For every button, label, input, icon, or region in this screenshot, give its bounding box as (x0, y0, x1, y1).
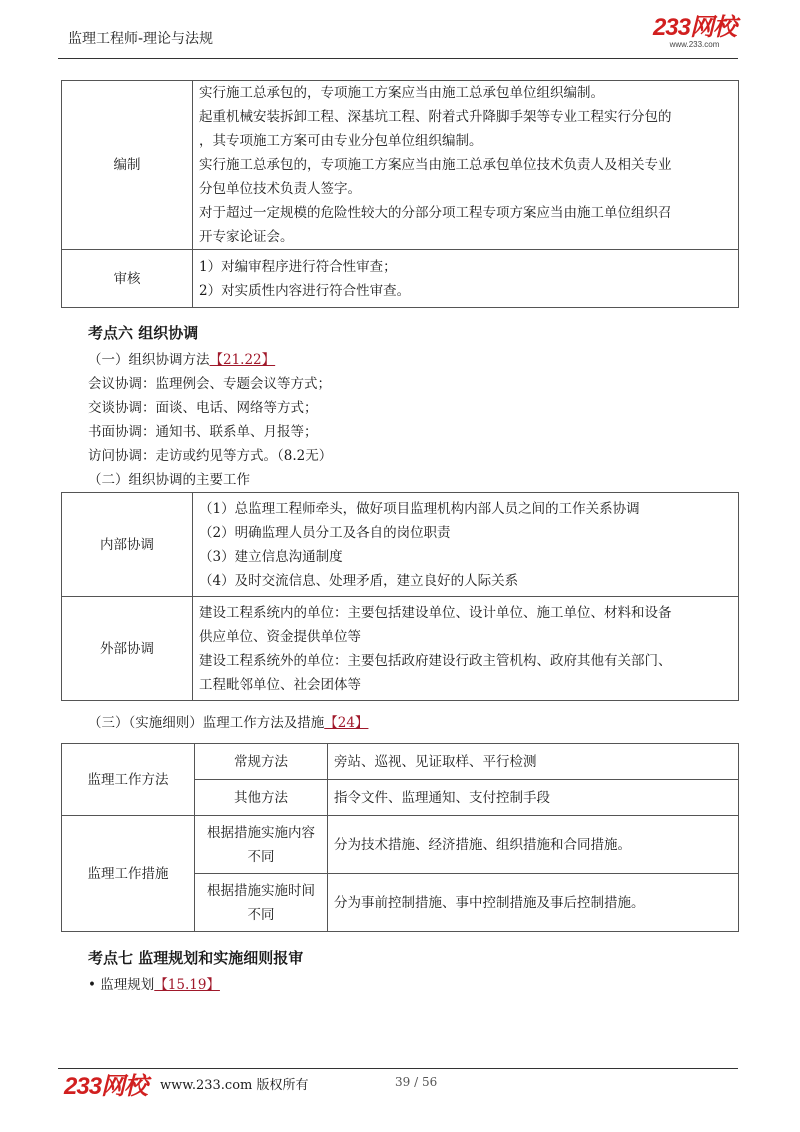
bullet-text: • 监理规划 (88, 977, 155, 993)
content-line: 2）对实质性内容进行符合性审查。 (199, 282, 411, 299)
sub-label: 常规方法 (195, 744, 328, 780)
header-divider (58, 58, 738, 59)
row-content (193, 250, 739, 308)
table-row (62, 250, 739, 308)
exam-year-tag[interactable]: 【21.22】 (209, 352, 276, 368)
content-line: 开专家论证会。 (199, 229, 294, 245)
brand-logo[interactable] (653, 16, 736, 49)
row-content: 旁站、巡视、见证取样、平行检测 (328, 744, 739, 780)
content-line: （1）总监理工程师牵头，做好项目监理机构内部人员之间的工作关系协调 (199, 500, 640, 517)
method-line: 会议协调：监理例会、专题会议等方式； (88, 376, 331, 392)
table-row (62, 81, 739, 250)
footer-divider (58, 1068, 738, 1069)
methods-measures-table (61, 743, 739, 932)
row-content (193, 597, 739, 701)
subheading-methods-measures (88, 711, 368, 731)
exam-year-tag[interactable]: 【24】 (324, 715, 369, 731)
group-label: 监理工作方法 (62, 744, 195, 816)
sub-label (195, 874, 328, 932)
row-label: 编制 (62, 81, 193, 250)
content-line: 建设工程系统外的单位：主要包括政府建设行政主管机构、政府其他有关部门、 (199, 652, 672, 669)
compile-review-table (61, 80, 739, 308)
table-row (62, 493, 739, 597)
content-line: 供应单位、资金提供单位等 (199, 628, 361, 645)
bullet-planning (88, 973, 220, 993)
footer-copyright: www.233.com 版权所有 (160, 1078, 309, 1093)
logo-url: www.233.com (669, 40, 720, 49)
group-label: 监理工作措施 (62, 816, 195, 932)
content-line: 实行施工总承包的，专项施工方案应当由施工总承包单位组织编制。 (199, 85, 604, 101)
subheading-coordination-methods (88, 348, 275, 368)
row-label: 内部协调 (62, 493, 193, 597)
table-row (62, 816, 739, 874)
sub-label-text: 根据措施实施时间不同 (207, 882, 315, 923)
subheading-text: （三）（实施细则）监理工作方法及措施 (88, 715, 325, 731)
row-content: 分为事前控制措施、事中控制措施及事后控制措施。 (328, 874, 739, 932)
content-line: 工程毗邻单位、社会团体等 (199, 676, 361, 693)
table-row (62, 744, 739, 780)
content-line: 1）对编审程序进行符合性审查； (199, 258, 397, 275)
row-content: 指令文件、监理通知、支付控制手段 (328, 780, 739, 816)
sub-label (195, 816, 328, 874)
sub-label: 其他方法 (195, 780, 328, 816)
exam-year-tag[interactable]: 【15.19】 (154, 977, 220, 993)
footer-logo[interactable]: 233网校 (64, 1073, 148, 1100)
row-content: 分为技术措施、经济措施、组织措施和合同措施。 (328, 816, 739, 874)
subheading-main-work: （二）组织协调的主要工作 (88, 472, 250, 488)
subheading-text: （一）组织协调方法 (88, 352, 210, 368)
content-line: 分包单位技术负责人签字。 (199, 181, 361, 197)
content-line: 实行施工总承包的，专项施工方案应当由施工总承包单位技术负责人及相关专业 (199, 157, 672, 173)
content-line: （2）明确监理人员分工及各自的岗位职责 (199, 524, 451, 541)
content-line: 对于超过一定规模的危险性较大的分部分项工程专项方案应当由施工单位组织召 (199, 205, 672, 221)
page-number: 39 / 56 (395, 1075, 438, 1089)
row-label: 外部协调 (62, 597, 193, 701)
content-line: 建设工程系统内的单位：主要包括建设单位、设计单位、施工单位、材料和设备 (199, 604, 672, 621)
content-line: ，其专项施工方案可由专业分包单位组织编制。 (199, 133, 483, 149)
table-row (62, 597, 739, 701)
content-line: 起重机械安装拆卸工程、深基坑工程、附着式升降脚手架等专业工程实行分包的 (199, 109, 672, 125)
sub-label-text: 根据措施实施内容不同 (207, 824, 315, 865)
row-content (193, 493, 739, 597)
content-line: （4）及时交流信息、处理矛盾，建立良好的人际关系 (199, 572, 519, 589)
method-line: 交谈协调：面谈、电话、网络等方式； (88, 400, 318, 416)
section6-heading: 考点六 组织协调 (88, 324, 199, 342)
content-line: （3）建立信息沟通制度 (199, 548, 343, 565)
coordination-work-table (61, 492, 739, 701)
logo-text: 233网校 (652, 14, 736, 41)
row-label: 审核 (62, 250, 193, 308)
header-title: 监理工程师-理论与法规 (68, 31, 214, 47)
method-line: 书面协调：通知书、联系单、月报等； (88, 424, 318, 440)
row-content (193, 81, 739, 250)
section7-heading: 考点七 监理规划和实施细则报审 (88, 949, 304, 967)
method-line: 访问协调：走访或约见等方式。（8.2无） (88, 448, 333, 464)
